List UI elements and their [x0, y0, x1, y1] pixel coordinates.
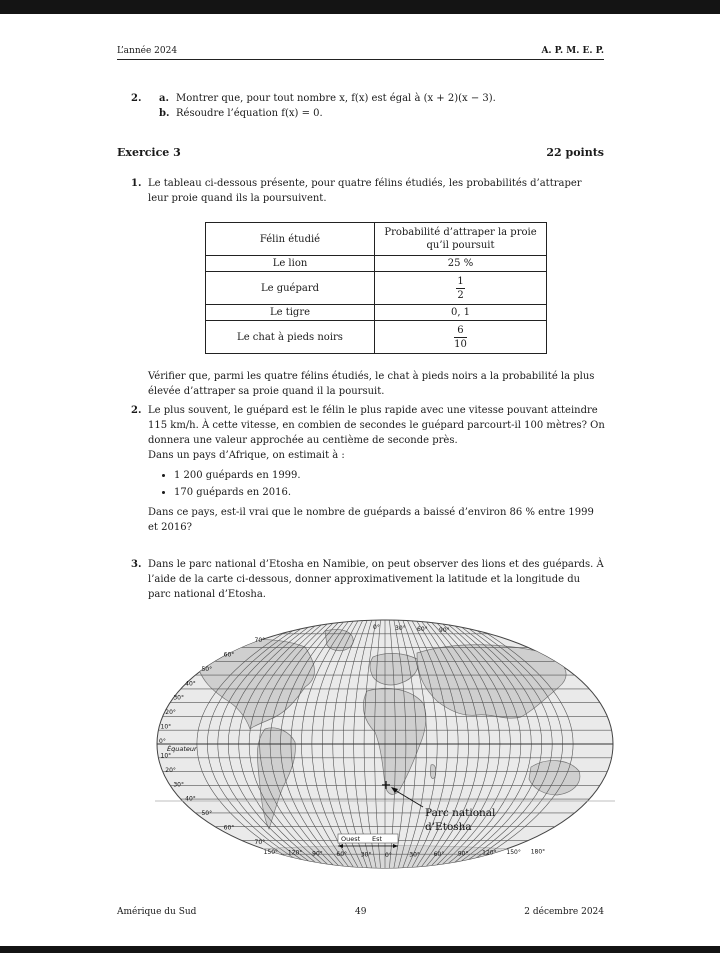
table-cell: Le lion — [206, 256, 375, 272]
page-header — [117, 46, 604, 56]
longitude-label: 60° — [433, 850, 445, 858]
table-row — [206, 256, 547, 272]
top-dark-bar — [0, 0, 720, 14]
latitude-label: 30° — [173, 694, 184, 702]
latitude-label: 40° — [185, 680, 196, 688]
item-2 — [131, 403, 605, 535]
subquestion-a-text: Montrer que, pour tout nombre x, f(x) est égal à (x + 2)(x − 3). — [176, 93, 496, 104]
item-number: 1. — [131, 178, 142, 189]
item-number: 2. — [131, 405, 142, 416]
item-1-verify-text: Vérifier que, parmi les quatre félins étudiés, le chat à pieds noirs a la probabilité la plus élevée d’attraper sa proie quand il la poursuit. — [148, 371, 595, 397]
item-1-verify — [131, 369, 605, 399]
header-apmep: A. P. M. E. P. — [541, 46, 604, 56]
table-header-row — [206, 223, 547, 256]
exercise-title: Exercice 3 — [117, 146, 181, 159]
item-2-paragraph-1: Le plus souvent, le guépard est le félin le plus rapide avec une vitesse pouvant atteindre 115 km/h. À cette vitesse, en combien de secondes le guépard parcourt-il 100 mètres? On donnera une valeur approchée au centième de seconde près. — [148, 405, 605, 446]
longitude-label: 180° — [530, 848, 546, 856]
item-3-text: Dans le parc national d’Etosha en Namibie, on peut observer des lions et des guépards. À l’aide de la carte ci-dessous, donner approximativement la latitude et la longitude du parc national d’Etosha. — [148, 559, 604, 600]
longitude-label: 150° — [506, 849, 521, 857]
table-header-cell: Probabilité d’attraper la proie qu’il poursuit — [375, 223, 547, 256]
longitude-label: 120° — [482, 849, 497, 857]
cheetah-count-list — [158, 467, 605, 501]
table-cell: Le guépard — [206, 272, 375, 305]
longitude-label: 90° — [457, 850, 469, 858]
exercise-heading — [117, 146, 604, 159]
bottom-dark-bar — [0, 946, 720, 953]
item-2-paragraph-2: Dans un pays d’Afrique, on estimait à : — [148, 450, 345, 461]
subquestion-label: a. — [159, 93, 169, 104]
latitude-label: 60° — [223, 651, 235, 659]
world-map — [155, 617, 615, 872]
world-map-svg — [155, 617, 615, 872]
table-cell: Le tigre — [206, 305, 375, 321]
table-cell: 0, 1 — [375, 305, 547, 321]
park-label-line1: Parc national — [425, 807, 496, 819]
table-header-cell: Félin étudié — [206, 223, 375, 256]
top-longitude-label: 30° — [395, 625, 406, 632]
header-rule — [117, 59, 604, 60]
ouest-label: Ouest — [341, 835, 361, 843]
latitude-label: 40° — [185, 795, 196, 803]
table-row — [206, 305, 547, 321]
latitude-label: 70° — [254, 637, 266, 645]
item-3 — [131, 557, 605, 602]
question-2-block — [131, 91, 601, 121]
latitude-label: 50° — [201, 810, 213, 818]
fraction-numerator: 1 — [457, 275, 464, 287]
latitude-label: 20° — [165, 709, 176, 717]
footer-page-number: 49 — [355, 907, 367, 917]
longitude-label: 120° — [287, 849, 303, 857]
est-label: Est — [372, 835, 383, 843]
latitude-label: 30° — [173, 781, 184, 789]
table-cell — [375, 321, 547, 354]
park-label-line2: d’Etosha — [425, 821, 472, 833]
longitude-label: 0° — [385, 852, 392, 859]
longitude-label: 90° — [312, 850, 323, 858]
item-1-intro: Le tableau ci-dessous présente, pour quatre félins étudiés, les probabilités d’attraper leur proie quand ils la poursuivent. — [148, 178, 582, 204]
list-item: • 170 guépards en 2016. — [174, 484, 605, 501]
longitude-label: 60° — [336, 850, 348, 858]
felins-table — [205, 222, 547, 354]
longitude-label: 150° — [263, 849, 279, 857]
longitude-label: 30° — [409, 851, 420, 859]
table-row — [206, 272, 547, 305]
top-longitude-label: 90° — [439, 627, 450, 634]
footer-left: Amérique du Sud — [117, 907, 197, 917]
subquestion-label: b. — [159, 108, 170, 119]
fraction — [454, 324, 467, 351]
table-row — [206, 321, 547, 354]
latitude-label: 10° — [160, 723, 172, 731]
fraction — [456, 275, 464, 302]
latitude-label: 70° — [254, 838, 266, 846]
latitude-label: 10° — [160, 752, 172, 760]
table-cell — [375, 272, 547, 305]
header-year: L’année 2024 — [117, 46, 178, 56]
item-number: 3. — [131, 559, 142, 570]
top-longitude-label: 0° — [373, 624, 380, 631]
footer-date: 2 décembre 2024 — [524, 907, 604, 917]
table-cell: Le chat à pieds noirs — [206, 321, 375, 354]
longitude-label: 30° — [360, 851, 372, 859]
fraction-denominator: 2 — [457, 289, 464, 301]
latitude-label: 20° — [165, 766, 176, 774]
item-1 — [131, 176, 605, 206]
list-item: • 1 200 guépards en 1999. — [174, 467, 605, 484]
top-longitude-label: 60° — [417, 626, 428, 633]
table-cell: 25 % — [375, 256, 547, 272]
item-2-paragraph-3: Dans ce pays, est-il vrai que le nombre de guépards a baissé d’environ 86 % entre 1999 et 2016? — [148, 507, 594, 533]
exercise-points: 22 points — [546, 146, 604, 159]
equator-label: Équateur — [167, 745, 197, 753]
fraction-numerator: 6 — [454, 324, 467, 338]
latitude-label: 0° — [159, 738, 166, 745]
question-number: 2. — [131, 93, 142, 104]
west-east-indicator — [338, 834, 398, 848]
subquestion-b-text: Résoudre l’équation f(x) = 0. — [176, 108, 323, 119]
latitude-label: 60° — [223, 824, 235, 832]
latitude-label: 50° — [201, 665, 213, 673]
fraction-denominator: 10 — [454, 338, 467, 350]
